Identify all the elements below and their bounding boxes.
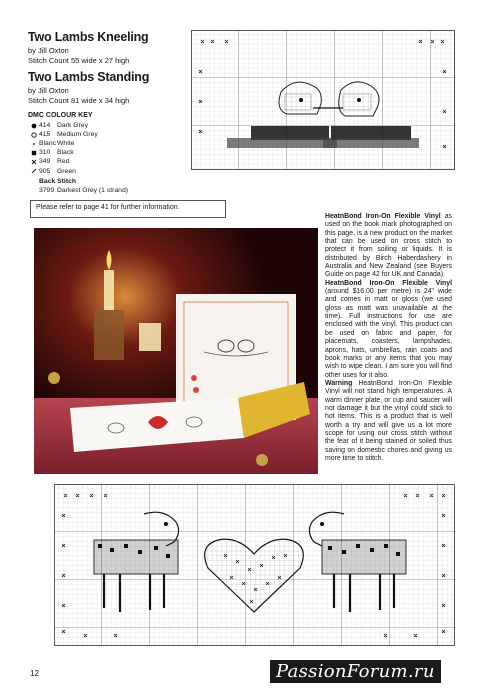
back-stitch-row <box>28 186 188 195</box>
open-circle-icon <box>28 132 39 138</box>
key-name: Green <box>57 167 76 175</box>
standing-author: by Jill Oxton <box>28 86 69 95</box>
title-two-lambs-kneeling: Two Lambs Kneeling <box>28 30 149 44</box>
colour-key-heading: DMC COLOUR KEY <box>28 112 93 119</box>
key-row <box>28 148 188 157</box>
chart-two-lambs-kneeling <box>191 30 455 170</box>
key-name: Red <box>57 158 70 166</box>
key-row <box>28 130 188 139</box>
key-name: Medium Grey <box>57 131 98 139</box>
key-row <box>28 167 188 176</box>
article-paragraph <box>325 280 452 380</box>
article-paragraph <box>325 213 452 280</box>
small-dot-icon <box>28 141 39 147</box>
chart-grid-standing <box>54 484 455 646</box>
photo-illustration <box>34 228 318 474</box>
key-code: 415 <box>39 131 51 139</box>
slash-icon <box>28 168 39 174</box>
article-bold-lead: Warning <box>325 379 353 387</box>
photo-cards-and-bookmark <box>34 228 318 474</box>
article-body: as used on the book mark photographed on this page, is a new product on the market that can be used on cross stitch to protect it from soiling or liquids. It is distributed by Birch Haberdashery in Australia and New Zealand (see Buyers Guide on page 42 for UK and Canada). <box>325 213 452 279</box>
watermark-logo: PassionForum.ru <box>270 660 441 683</box>
key-name: White <box>57 140 75 148</box>
filled-dot-icon <box>28 123 39 129</box>
key-code: 310 <box>39 149 51 157</box>
key-code: Blanc <box>39 140 57 148</box>
key-code: 414 <box>39 122 51 130</box>
article-body: HeatnBond Iron-On Flexible Vinyl will not stand high temperatures. A warm dinner plate, or cup and saucer will not damage it but the vinyl could stick to hot items. This is a product that is well worth a try and will give us a lot more scope for using our cross stitch without the fear of it being stained or soiled thus saving on domestic chores and giving us more time to stitch. <box>325 379 452 462</box>
article-heatnbond-vinyl <box>325 213 452 463</box>
back-stitch-heading: Back Stitch <box>39 177 77 185</box>
filled-square-icon <box>28 150 39 156</box>
page-number: 12 <box>30 669 39 678</box>
title-two-lambs-standing: Two Lambs Standing <box>28 70 150 84</box>
key-name: Black <box>57 149 74 157</box>
key-row <box>28 157 188 166</box>
refer-note-box <box>30 200 226 218</box>
kneeling-author: by Jill Oxton <box>28 46 69 55</box>
key-code: 905 <box>39 167 51 175</box>
refer-note-text: Please refer to page 41 for further information. <box>36 204 180 211</box>
standing-stitch-count: Stitch Count 81 wide x 34 high <box>28 96 130 105</box>
chart-grid-kneeling <box>191 30 455 170</box>
key-row <box>28 121 188 130</box>
article-bold-lead: HeatnBond Iron-On Flexible Vinyl <box>325 279 452 287</box>
article-paragraph <box>325 380 452 463</box>
dmc-colour-key <box>28 111 188 195</box>
key-code: 349 <box>39 158 51 166</box>
key-row <box>28 139 188 148</box>
article-body: (around $16.00 per metre) is 24" wide and comes in matt or gloss (we used gloss as matt was unavailable at the time). Full instructions for use are enclosed with the vinyl. This product can be used on fabric and paper, for placemats, coasters, lampshades, aprons, hats, umbrellas, rain coats and book marks or any items that you may wish to wipe clean. I am sure you will find other uses for it also. <box>325 288 452 379</box>
kneeling-stitch-count: Stitch Count 55 wide x 27 high <box>28 56 130 65</box>
key-name: Darkest Grey (1 strand) <box>57 186 129 194</box>
key-code: 3799 <box>39 186 55 194</box>
key-name: Dark Grey <box>57 122 88 130</box>
article-bold-lead: HeatnBond Iron-On Flexible Vinyl <box>325 213 441 220</box>
chart-two-lambs-standing <box>54 484 455 646</box>
cross-icon <box>28 159 39 165</box>
